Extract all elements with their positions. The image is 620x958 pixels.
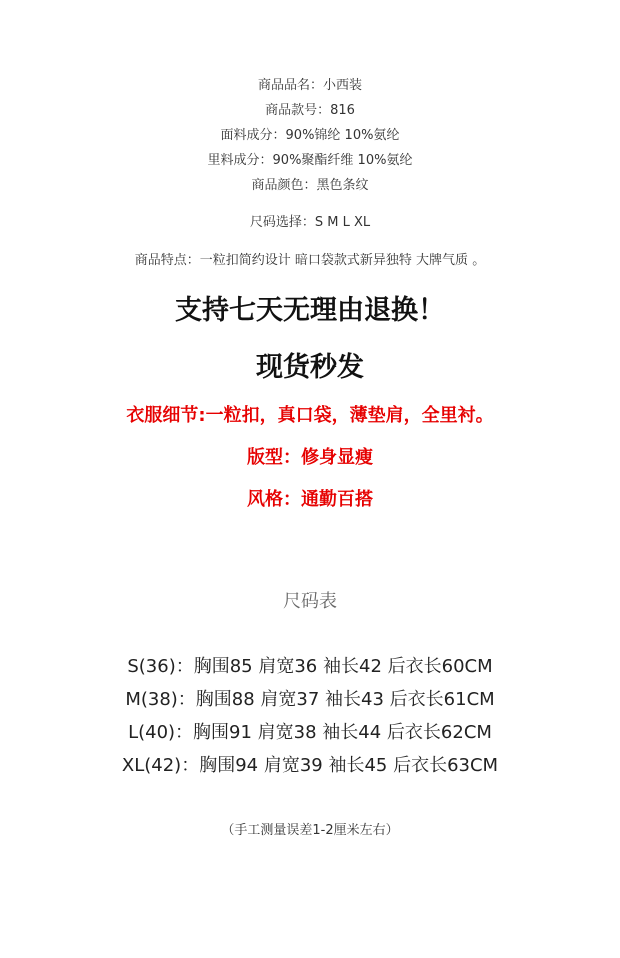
fabric-composition: 面料成分：90%锦纶 10%氨纶 [220, 128, 400, 143]
product-color: 商品颜色：黑色条纹 [251, 178, 369, 193]
product-features: 商品特点：一粒扣简约设计 暗口袋款式新异独特 大牌气质 。 [134, 253, 486, 268]
size-row-l: L(40)：胸围91 肩宽38 袖长44 后衣长62CM [128, 722, 492, 743]
product-item-number: 商品款号：816 [265, 103, 355, 118]
in-stock-headline: 现货秒发 [256, 352, 364, 383]
style-type: 风格：通勤百搭 [247, 489, 373, 510]
size-row-xl: XL(42)：胸围94 肩宽39 袖长45 后衣长63CM [121, 755, 499, 776]
size-row-m: M(38)：胸围88 肩宽37 袖长43 后衣长61CM [125, 689, 495, 710]
return-policy-headline: 支持七天无理由退换！ [175, 295, 445, 326]
measurement-note: （手工测量误差1-2厘米左右） [221, 823, 399, 838]
size-chart-title: 尺码表 [283, 591, 337, 612]
clothing-details: 衣服细节:一粒扣，真口袋，薄垫肩，全里衬。 [126, 405, 494, 426]
product-name: 商品品名：小西装 [257, 78, 362, 93]
lining-composition: 里料成分：90%聚酯纤维 10%氨纶 [207, 153, 413, 168]
size-options: 尺码选择：S M L XL [249, 215, 371, 230]
size-row-s: S(36)：胸围85 肩宽36 袖长42 后衣长60CM [127, 656, 493, 677]
fit-type: 版型：修身显瘦 [247, 447, 373, 468]
